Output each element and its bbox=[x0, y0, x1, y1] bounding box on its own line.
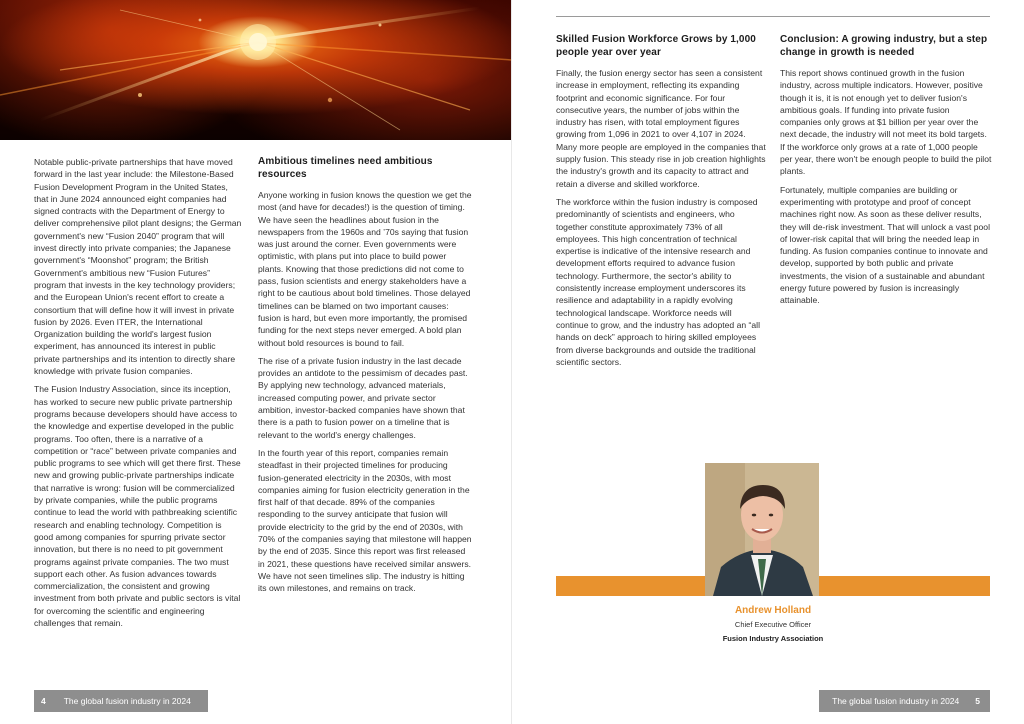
right-column-2 bbox=[780, 34, 992, 313]
paragraph: The rise of a private fusion industry in the last decade provides an antidote to the pessimism of decades past. By applying new technology, advanced materials, increased computing power, and private sector ambition, investor-backed companies have shown that there is a path to fusion power on a timeline that is relevant to the world's energy challenges. bbox=[258, 355, 468, 440]
fusion-plasma-hero-image bbox=[0, 0, 512, 140]
section-heading: Ambitious timelines need ambitious resources bbox=[258, 156, 433, 180]
paragraph: Notable public-private partnerships that have moved forward in the last year include: the Milestone-Based Fusion Development Program in the United States, that in June 2024 announced eight companies had signed contracts with the Department of Energy to deliver comprehensive pilot plant designs; the German government's new “Fusion 2040” program that will invest directly into private companies; the Japanese government's “Moonshot” program; the British Government's ambitious new “Fusion Futures” program that invests in the key technology providers; and the European Union's recent effort to create a consortium that will define how it will invest in private fusion by 2026. Even ITER, the International Organization building the world's largest fusion experiment, has announced its interest in public private partnerships and its intention to directly share knowledge with private fusion companies. bbox=[34, 157, 242, 377]
ceo-portrait-photo bbox=[705, 463, 819, 596]
page-number: 5 bbox=[975, 696, 980, 706]
signature-name: Andrew Holland bbox=[734, 605, 812, 616]
section-heading: Skilled Fusion Workforce Grows by 1,000 people year over year bbox=[556, 34, 756, 58]
paragraph: In the fourth year of this report, companies remain steadfast in their projected timelines for producing fusion-generated electricity in the 2030s, with most companies aiming for fusion electricity generation in the first half of that decade. 89% of the companies responding to the survey anticipate that fusion will provide electricity to the grid by the end of 2030s, with 70% of the companies saying that milestone will happen by the end of 2035. Since this report was first released in 2021, these questions have received similar answers. We have not seen timelines slip. The industry is hitting its own milestones, and remains on track. bbox=[258, 447, 472, 594]
footer-right bbox=[819, 690, 990, 712]
portrait-illustration bbox=[705, 463, 819, 596]
footer-title: The global fusion industry in 2024 bbox=[63, 696, 191, 706]
section-heading: Conclusion: A growing industry, but a step change in growth is needed bbox=[780, 34, 988, 58]
plasma-rays bbox=[0, 0, 512, 140]
signature-organization: Fusion Industry Association bbox=[722, 634, 824, 643]
footer-left bbox=[34, 690, 208, 712]
paragraph: This report shows continued growth in the fusion industry, across multiple indicators. However, positive though it is, it is not enough yet to deliver fusion's ambitious goals. If funding into private fusion companies only grows at $1 billion per year over the next decade, the industry will not meet its bold targets. If the workforce only grows at a rate of 1,000 people per year, there won't be enough people to build the pilot plants. bbox=[780, 68, 992, 177]
signature-role: Chief Executive Officer bbox=[734, 620, 812, 629]
left-column-1 bbox=[34, 156, 242, 635]
paragraph: Fortunately, multiple companies are building or experimenting with prototype and proof of concept machines right now. As soon as these deliver results, they will de-risk investment. That will unlock a vast pool of lower-risk capital that will bring the needed leap in funding. As fusion companies continue to innovate and develop, supported by both public and private investments, the vision of a sustainable and abundant energy future powered by fusion is increasingly attainable. bbox=[780, 184, 990, 306]
footer-title: The global fusion industry in 2024 bbox=[832, 696, 960, 706]
left-column-2 bbox=[258, 156, 472, 601]
paragraph: The workforce within the fusion industry is composed predominantly of scientists and engineers, who together constitute approximately 73% of all employees. This high concentration of technical expertise is indicative of the intensive research and development efforts required to advance fusion technology. Furthermore, the sector's ability to consistently increase employment underscores its resilience and adaptability in a rapidly evolving technological landscape. Workforce needs will continue to grow, and the industry has adopted an “all hands on deck” approach to hiring skilled employees from diverse backgrounds and outside the traditional scientific sectors. bbox=[556, 196, 761, 367]
right-column-1 bbox=[556, 34, 766, 374]
paragraph: Anyone working in fusion knows the question we get the most (and have for decades!) is the question of timing. We have seen the headlines about fusion in the newspapers from the 1960s and ’70s saying that fusion was just around the corner. Even governments were optimistic, with plans put into place to build power plants. Knowing that those predictions did not come to pass, fusion scientists and energy stakeholders have a right to be cautious about bold timelines. Those delayed timelines can be blamed on two important causes: fusion is hard, but even more importantly, the promised funding for the next steps never emerged. A bold plan without bold resources is bound to fail. bbox=[258, 190, 472, 348]
paragraph: Finally, the fusion energy sector has seen a consistent increase in employment, reflecting its expanding footprint and economic significance. For four consecutive years, the number of jobs within the industry has risen, with total employment figures growing from 1,096 in 2021 to over 4,107 in 2024. Many more people are employed in the companies that supply fusion. This steady rise in job creation highlights the industry's growth and its capacity to attract and retain a diverse and skilled workforce. bbox=[556, 68, 766, 189]
page-number: 4 bbox=[41, 696, 46, 706]
paragraph: The Fusion Industry Association, since its inception, has worked to secure new public private partnership programs because developers should have access to the knowledge and expertise developed in the public programs. Too often, there is a narrative of a competition or “race” between private companies and public programs to see which will get there first. These new and growing public-private partnerships indicate that narrative is wrong: fusion will be commercialized by private companies, while the public programs continue to lead the world with pathbreaking scientific research and enabling technology. Competition is good among companies for spurring private sector innovation, but there is no need to pit government programs against private companies. The two must support each other. As fusion advances towards commercialization, the consistent and growing investment from both private and public sectors is vital for overcoming the scientific and engineering challenges that remain. bbox=[34, 384, 241, 628]
top-divider bbox=[556, 16, 990, 17]
